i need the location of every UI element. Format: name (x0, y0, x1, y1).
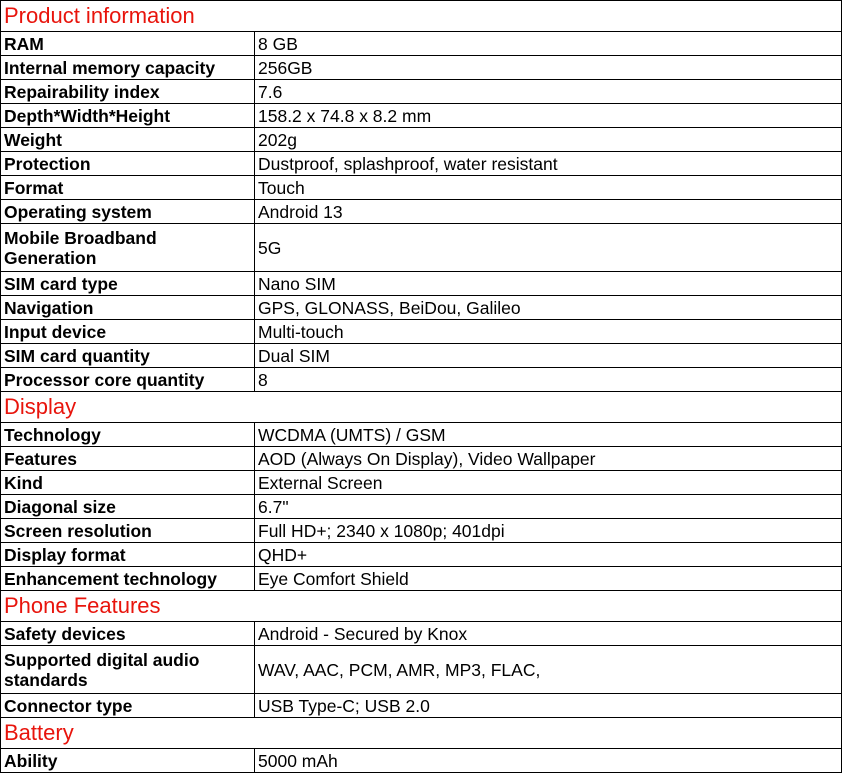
spec-value: USB Type-C; USB 2.0 (255, 694, 842, 718)
spec-label: Screen resolution (1, 519, 255, 543)
spec-label: Features (1, 447, 255, 471)
spec-row (1, 80, 842, 104)
spec-row (1, 543, 842, 567)
spec-row (1, 423, 842, 447)
spec-label: Format (1, 176, 255, 200)
spec-value: Full HD+; 2340 x 1080p; 401dpi (255, 519, 842, 543)
spec-label: SIM card quantity (1, 344, 255, 368)
spec-row (1, 152, 842, 176)
spec-label: Input device (1, 320, 255, 344)
spec-row (1, 495, 842, 519)
spec-value: 158.2 x 74.8 x 8.2 mm (255, 104, 842, 128)
spec-value: Eye Comfort Shield (255, 567, 842, 591)
spec-row (1, 749, 842, 773)
spec-row (1, 200, 842, 224)
spec-label: Supported digital audio standards (1, 646, 255, 694)
spec-label: Navigation (1, 296, 255, 320)
spec-label: Technology (1, 423, 255, 447)
spec-label: Internal memory capacity (1, 56, 255, 80)
section-title: Display (1, 392, 842, 423)
spec-value: 8 (255, 368, 842, 392)
spec-value: Android - Secured by Knox (255, 622, 842, 646)
spec-value: AOD (Always On Display), Video Wallpaper (255, 447, 842, 471)
spec-value: 202g (255, 128, 842, 152)
spec-row (1, 296, 842, 320)
spec-value: Android 13 (255, 200, 842, 224)
spec-row (1, 694, 842, 718)
spec-label: Processor core quantity (1, 368, 255, 392)
spec-row (1, 224, 842, 272)
spec-row (1, 56, 842, 80)
spec-label: Kind (1, 471, 255, 495)
section-header-phone-features (1, 591, 842, 622)
spec-value: 6.7" (255, 495, 842, 519)
spec-value: 8 GB (255, 32, 842, 56)
spec-label: Ability (1, 749, 255, 773)
spec-value: 5G (255, 224, 842, 272)
spec-value: WCDMA (UMTS) / GSM (255, 423, 842, 447)
spec-row (1, 104, 842, 128)
spec-label: Repairability index (1, 80, 255, 104)
spec-value: WAV, AAC, PCM, AMR, MP3, FLAC, (255, 646, 842, 694)
spec-row (1, 519, 842, 543)
spec-value: Dustproof, splashproof, water resistant (255, 152, 842, 176)
spec-label: Operating system (1, 200, 255, 224)
spec-label: Display format (1, 543, 255, 567)
spec-value: Multi-touch (255, 320, 842, 344)
spec-row (1, 128, 842, 152)
section-title: Battery (1, 718, 842, 749)
spec-label: Safety devices (1, 622, 255, 646)
section-title: Product information (1, 1, 842, 32)
spec-value: External Screen (255, 471, 842, 495)
spec-row (1, 567, 842, 591)
spec-label: Mobile Broadband Generation (1, 224, 255, 272)
section-header-battery (1, 718, 842, 749)
spec-label: Weight (1, 128, 255, 152)
section-header-display (1, 392, 842, 423)
spec-label: Protection (1, 152, 255, 176)
spec-value: Touch (255, 176, 842, 200)
spec-label: Connector type (1, 694, 255, 718)
spec-row (1, 471, 842, 495)
spec-value: Nano SIM (255, 272, 842, 296)
section-title: Phone Features (1, 591, 842, 622)
spec-label: SIM card type (1, 272, 255, 296)
spec-row (1, 320, 842, 344)
spec-value: Dual SIM (255, 344, 842, 368)
spec-row (1, 32, 842, 56)
spec-label: Depth*Width*Height (1, 104, 255, 128)
spec-label: Diagonal size (1, 495, 255, 519)
spec-row (1, 368, 842, 392)
spec-label: RAM (1, 32, 255, 56)
spec-value: QHD+ (255, 543, 842, 567)
spec-value: 256GB (255, 56, 842, 80)
spec-label: Enhancement technology (1, 567, 255, 591)
spec-value: 7.6 (255, 80, 842, 104)
section-header-product-information (1, 1, 842, 32)
spec-row (1, 646, 842, 694)
spec-value: GPS, GLONASS, BeiDou, Galileo (255, 296, 842, 320)
spec-row (1, 447, 842, 471)
spec-value: 5000 mAh (255, 749, 842, 773)
spec-row (1, 344, 842, 368)
spec-row (1, 176, 842, 200)
spec-row (1, 622, 842, 646)
spec-row (1, 272, 842, 296)
